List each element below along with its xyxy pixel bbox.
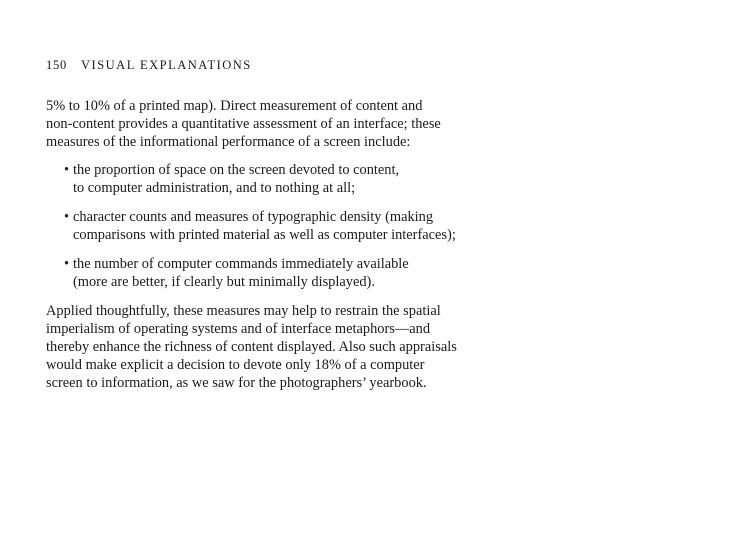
running-header [46, 58, 252, 73]
text-line: (more are better, if clearly but minimally displayed). [73, 274, 375, 290]
bullet-dot: • [64, 209, 70, 225]
text-line: measures of the informational performance of a screen include: [46, 134, 411, 150]
text-line: non-content provides a quantitative assessment of an interface; these [46, 116, 441, 132]
bullet-dot: • [64, 256, 70, 272]
text-line: imperialism of operating systems and of interface metaphors—and [46, 321, 431, 337]
body-text [46, 97, 506, 392]
text-line: the number of computer commands immediately available [73, 256, 409, 272]
text-line: screen to information, as we saw for the photographers’ yearbook. [46, 375, 427, 391]
running-title: VISUAL EXPLANATIONS [81, 58, 252, 72]
text-line: would make explicit a decision to devote only 18% of a computer [46, 357, 425, 373]
bullet-item [46, 161, 506, 197]
text-line: thereby enhance the richness of content displayed. Also such appraisals [46, 339, 457, 355]
bullet-dot: • [64, 162, 70, 178]
text-line: comparisons with printed material as well as computer interfaces); [73, 227, 456, 243]
text-line: Applied thoughtfully, these measures may help to restrain the spatial [46, 303, 441, 319]
text-line: to computer administration, and to nothing at all; [73, 180, 356, 196]
text-line: character counts and measures of typographic density (making [73, 209, 434, 225]
bullet-item [46, 208, 506, 244]
closing-paragraph [46, 302, 506, 392]
bullet-item [46, 255, 506, 291]
text-line: 5% to 10% of a printed map). Direct measurement of content and [46, 98, 423, 114]
bullet-list [46, 161, 506, 291]
text-line: the proportion of space on the screen devoted to content, [73, 162, 400, 178]
intro-paragraph [46, 97, 506, 151]
page-number: 150 [46, 58, 67, 72]
